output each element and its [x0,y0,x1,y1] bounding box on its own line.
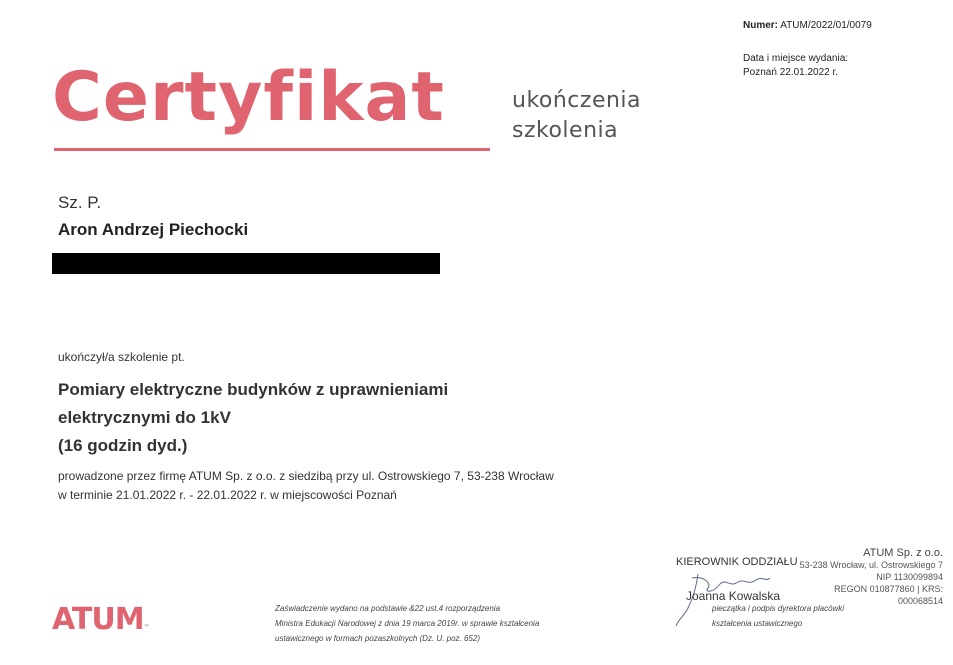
document-number-value: ATUM/2022/01/0079 [780,20,872,31]
course-title-line-1: Pomiary elektryczne budynków z uprawnieniami [58,380,449,399]
legal-note [275,601,539,646]
signature-caption-line-2: kształcenia ustawicznego [712,619,803,628]
stamp-regon: REGON 010877860 | KRS: 000068514 [834,584,943,606]
signature-name: Joanna Kowalska [686,589,781,603]
redaction-bar [52,253,440,274]
document-number-label: Numer: [743,20,779,31]
recipient-name: Aron Andrzej Piechocki [58,220,249,239]
course-hours: (16 godzin dyd.) [58,436,188,455]
company-stamp [790,547,943,607]
stamp-nip: NIP 1130099894 [876,572,943,582]
certificate-subtitle [512,86,641,146]
subtitle-line-2: szkolenia [512,118,619,143]
stamp-address: 53-238 Wrocław, ul. Ostrowskiego 7 [799,560,943,570]
completion-intro: ukończył/a szkolenie pt. [58,350,185,364]
legal-line-2: Ministra Edukacji Narodowej z dnia 19 marca 2019r. w sprawie kształcenia [275,619,540,628]
stamp-company: ATUM Sp. z o.o. [863,547,943,559]
issue-date-label: Data i miejsce wydania: [743,53,849,64]
document-number [743,20,872,31]
certificate-title: Certyfikat [52,58,445,137]
salutation: Sz. P. [58,193,102,212]
atum-logo: ATUM™ [52,602,150,637]
issue-date-value: Poznań 22.01.2022 r. [743,67,839,78]
logo-text: ATUM [52,602,144,637]
title-underline [54,148,490,151]
signature-role: KIEROWNIK ODDZIAŁU [676,556,798,568]
course-details-line-2: w terminie 21.01.2022 r. - 22.01.2022 r. w miejscowości Poznań [58,488,397,502]
subtitle-line-1: ukończenia [512,88,642,113]
legal-line-3: ustawicznego w formach pozaszkolnych (Dz. U. poz. 652) [275,634,480,643]
course-details-line-1: prowadzone przez firmę ATUM Sp. z o.o. z siedzibą przy ul. Ostrowskiego 7, 53-238 Wrocław [58,469,554,483]
legal-line-1: Zaświadczenie wydano na podstawie &22 ust.4 rozporządzenia [275,604,501,613]
signature-caption-line-1: pieczątka i podpis dyrektora placówki [712,604,845,613]
course-details [58,467,554,505]
course-title [58,376,448,460]
course-title-line-2: elektrycznymi do 1kV [58,408,231,427]
